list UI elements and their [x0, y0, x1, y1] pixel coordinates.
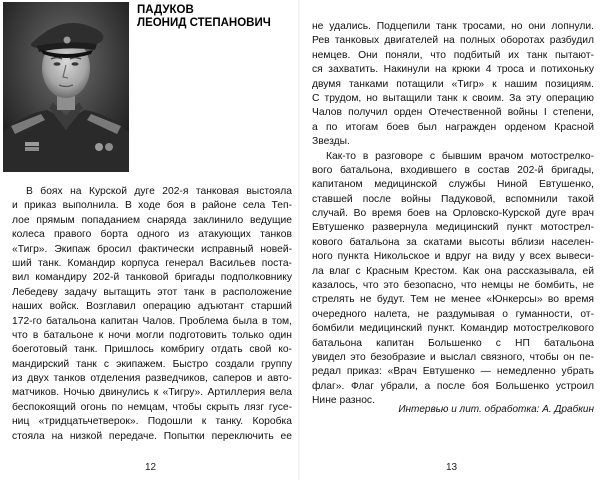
text-line: Чалов получил орден Отечественной войны I степени,	[312, 107, 594, 119]
author-name	[137, 4, 297, 30]
text-line: стрелять не будут. Тем не менее «Юнкерсы» во время	[312, 294, 594, 306]
text-line: Рев танковых двигателей на полных оборотах разбудил	[312, 35, 594, 47]
text-line: Евтушенко развернула медицинский пункт мотострел-	[312, 222, 594, 234]
text-line: случай. Во время боев на Орловско-Курской дуге врач	[312, 208, 594, 220]
text-line: боеготовый танк. Пришлось комбригу отдать свой ко-	[12, 344, 292, 356]
text-line: стояла на низкой передаче. Попытки переключить ее	[12, 430, 292, 442]
text-line: ший танк. Командир корпуса генерал Васильев поста-	[12, 257, 292, 269]
text-line: а по итогам боев был награжден орденом Красной	[312, 121, 594, 133]
interview-credit: Интервью и лит. обработка: А. Драбкин	[398, 404, 594, 415]
author-given-names: ЛЕОНИД СТЕПАНОВИЧ	[137, 17, 271, 29]
text-line: беспокоящий огонь по немцам, чтобы скрыть лязг гусе-	[12, 401, 292, 413]
text-line: наших войск. Возглавил операцию адъютант старший	[12, 301, 292, 313]
text-line: флаг». Флаг убрали, а после боя Большенко устроил	[312, 380, 594, 392]
text-line: Звезды.	[312, 136, 350, 148]
text-line: вил командиру 202-й танковой бригады подполковнику	[12, 272, 292, 284]
text-line: увидел это безобразие и выслал связного, чтобы он пе-	[312, 351, 594, 363]
text-line: «Тигр». Экипаж бросил фактически исправный новей-	[12, 243, 292, 255]
text-line: ся захватить. Накинули на крюки 4 троса и потихоньку	[312, 64, 594, 76]
text-line: ставшей после войны Падуковой, вспомнили такой	[312, 193, 594, 205]
page-number-right: 13	[446, 462, 458, 473]
text-line: ниц «тридцатьчетверок». Подошли к танку. Коробка	[12, 416, 292, 428]
text-line: ла влаг с Красным Крестом. Как она рассказывала, ей	[312, 265, 594, 277]
portrait-icon	[3, 2, 129, 172]
portrait-photo	[3, 2, 129, 172]
text-line: В боях на Курской дуге 202-я танковая выстояла	[26, 186, 292, 197]
text-line: матчиков. Ночью двинулись к «Тигру». Артиллерия вела	[12, 387, 292, 399]
text-line: не удались. Подцепили танк тросами, но они лопнули.	[312, 21, 594, 32]
text-line: батальона капитан Большенко с НП батальона	[312, 337, 594, 349]
author-surname: ПАДУКОВ	[137, 4, 194, 16]
text-line: колеса правого борта одного из атакующих танков	[12, 229, 292, 241]
text-line: редал приказ: «Врач Евтушенко — немедленно убрать	[312, 366, 594, 378]
right-body-text	[312, 20, 594, 409]
left-body-text	[12, 185, 292, 444]
text-line: Как-то в разговоре с бывшим врачом мотострелко-	[326, 150, 594, 162]
text-line: лое прямым попаданием снаряда заклинило ведущие	[12, 214, 292, 226]
text-line: 172-го батальона капитан Чалов. Проблема была в том,	[12, 315, 292, 327]
text-line: Нине разнос.	[312, 395, 375, 407]
text-line: Лебедеву задачу вытащить этот танк в расположение	[12, 286, 292, 298]
text-line: из двух танков отделения разведчиков, саперов и авто-	[12, 373, 292, 385]
text-line: очередного налета, не раздумывая о гуманности, от-	[312, 308, 594, 320]
text-line: немцев. Они поняли, что подбитый их танк пытают-	[312, 49, 594, 61]
text-line: и приказ выполнила. В ходе боя в районе села Теп-	[12, 200, 292, 212]
text-line: бомбили медицинский пункт. Командир мотострелкового	[312, 323, 594, 335]
text-line: мандирский танк с экипажем. Быстро создали группу	[12, 358, 292, 370]
text-line: вого батальона, входившего в состав 202-й бригады,	[312, 164, 594, 176]
left-page	[0, 0, 298, 480]
text-line: что в батальоне к ночи могли подготовить только один	[12, 329, 292, 341]
page-number-left: 12	[145, 462, 157, 473]
text-line: ного пункта Никольское и вдруг на виду у всех вывеси-	[312, 251, 594, 263]
text-line: С трудом, но вытащили танк к своим. За эту операцию	[312, 92, 594, 104]
text-line: кового батальона за скатами высоты вблизи населен-	[312, 236, 594, 248]
text-line: двумя танками потащили «Тигр» к нашим позициям.	[312, 78, 594, 90]
text-line: казалось, что это безопасно, что немцы не бомбить, не	[312, 280, 594, 292]
text-line: капитаном медицинской службы Ниной Евтушенко,	[312, 179, 594, 191]
